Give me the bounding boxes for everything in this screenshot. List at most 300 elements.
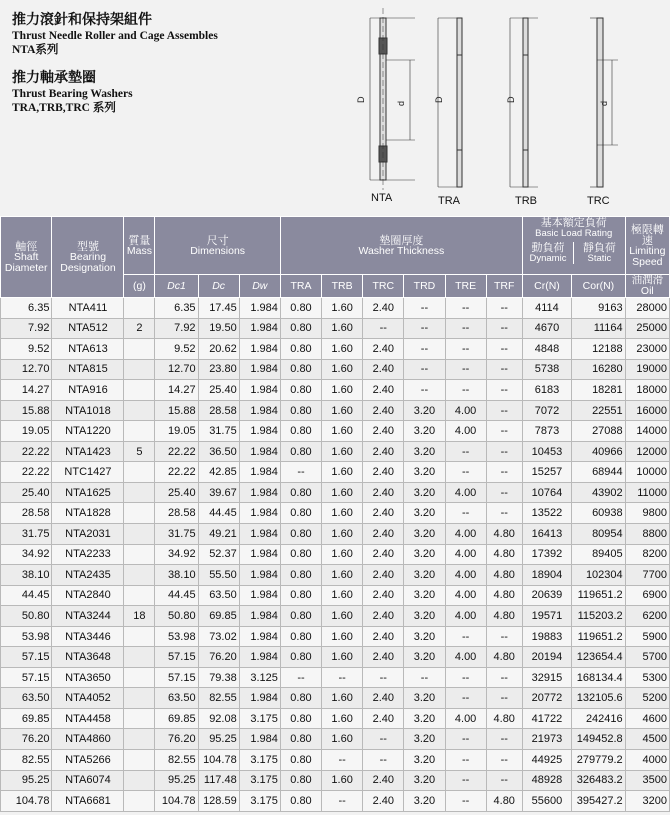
table-cell: -- <box>404 339 445 360</box>
table-cell: -- <box>280 462 321 483</box>
table-cell: -- <box>445 667 486 688</box>
table-cell: 1.984 <box>239 380 280 401</box>
col-dc1: Dc1 <box>155 275 198 298</box>
dim-d-nta: d <box>396 100 406 106</box>
table-cell: 28.58 <box>1 503 52 524</box>
table-cell: 19.50 <box>198 318 239 339</box>
table-cell: 44.45 <box>1 585 52 606</box>
table-cell: 9800 <box>625 503 669 524</box>
table-cell: 4.00 <box>445 585 486 606</box>
table-cell: 5738 <box>522 359 571 380</box>
col-speed-oil: 油潤滑Oil <box>625 275 669 298</box>
table-row <box>1 359 670 380</box>
table-cell: -- <box>445 298 486 319</box>
table-row <box>1 524 670 545</box>
table-cell: 12.70 <box>1 359 52 380</box>
dim-d-trc: d <box>599 100 609 106</box>
table-cell: 76.20 <box>1 729 52 750</box>
table-cell: -- <box>363 750 404 771</box>
dim-D-nta: D <box>356 96 366 103</box>
table-cell: -- <box>404 667 445 688</box>
table-cell: 17392 <box>522 544 571 565</box>
table-cell: -- <box>486 503 522 524</box>
table-cell <box>124 791 155 812</box>
col-cr: Cr(N) <box>522 275 571 298</box>
table-cell: 60938 <box>572 503 626 524</box>
title-nta-zh: 推力滾針和保持架組件 <box>12 12 152 28</box>
table-cell: -- <box>322 750 363 771</box>
table-cell: NTA815 <box>52 359 124 380</box>
table-cell: 1.60 <box>322 400 363 421</box>
table-cell: 117.48 <box>198 770 239 791</box>
table-cell: 1.984 <box>239 688 280 709</box>
table-cell: 4.00 <box>445 565 486 586</box>
table-cell: -- <box>363 729 404 750</box>
table-cell: 19.05 <box>155 421 198 442</box>
table-cell: -- <box>404 318 445 339</box>
table-cell: 3.20 <box>404 626 445 647</box>
table-cell: 44.45 <box>155 585 198 606</box>
table-cell <box>124 339 155 360</box>
table-cell: 95.25 <box>1 770 52 791</box>
table-cell: -- <box>445 750 486 771</box>
table-cell: 4.80 <box>486 791 522 812</box>
table-cell: 4.80 <box>486 708 522 729</box>
table-cell: NTA613 <box>52 339 124 360</box>
table-cell: 92.08 <box>198 708 239 729</box>
table-cell: 22.22 <box>1 462 52 483</box>
table-cell: 279779.2 <box>572 750 626 771</box>
table-cell: 0.80 <box>280 708 321 729</box>
table-row <box>1 791 670 812</box>
table-cell: 11164 <box>572 318 626 339</box>
table-cell: 53.98 <box>1 626 52 647</box>
table-cell: 0.80 <box>280 606 321 627</box>
table-cell: 53.98 <box>155 626 198 647</box>
table-cell: 3.20 <box>404 647 445 668</box>
table-row <box>1 339 670 360</box>
table-cell: 3.20 <box>404 791 445 812</box>
table-cell: NTA1423 <box>52 441 124 462</box>
table-cell: -- <box>445 626 486 647</box>
table-cell: NTA6681 <box>52 791 124 812</box>
table-cell: 31.75 <box>198 421 239 442</box>
label-nta: NTA <box>371 192 393 204</box>
table-cell: 28.58 <box>155 503 198 524</box>
table-cell: 6900 <box>625 585 669 606</box>
table-cell: 1.60 <box>322 318 363 339</box>
table-cell: -- <box>445 359 486 380</box>
table-cell: 3.20 <box>404 544 445 565</box>
table-cell: 2.40 <box>363 380 404 401</box>
table-row <box>1 647 670 668</box>
table-cell: 1.984 <box>239 318 280 339</box>
col-trd: TRD <box>404 275 445 298</box>
table-cell <box>124 565 155 586</box>
table-cell: 9.52 <box>1 339 52 360</box>
table-cell: 10453 <box>522 441 571 462</box>
table-cell: NTA5266 <box>52 750 124 771</box>
table-cell: 69.85 <box>198 606 239 627</box>
table-cell <box>124 770 155 791</box>
table-cell: 2.40 <box>363 606 404 627</box>
table-cell: 13522 <box>522 503 571 524</box>
table-cell: 57.15 <box>155 647 198 668</box>
table-cell: 82.55 <box>155 750 198 771</box>
table-cell: 19883 <box>522 626 571 647</box>
table-cell: 3.20 <box>404 770 445 791</box>
table-row <box>1 400 670 421</box>
table-cell: 12000 <box>625 441 669 462</box>
table-cell: 1.60 <box>322 482 363 503</box>
table-cell: 2.40 <box>363 339 404 360</box>
table-cell <box>124 400 155 421</box>
table-cell: 2.40 <box>363 688 404 709</box>
table-cell: 69.85 <box>155 708 198 729</box>
table-cell: -- <box>486 729 522 750</box>
table-cell <box>124 688 155 709</box>
table-cell: 1.984 <box>239 482 280 503</box>
table-cell: -- <box>486 482 522 503</box>
table-cell: NTA411 <box>52 298 124 319</box>
table-cell: 4.80 <box>486 544 522 565</box>
table-cell: NTC1427 <box>52 462 124 483</box>
table-cell: 0.80 <box>280 626 321 647</box>
col-dimensions: 尺寸 Dimensions <box>155 217 281 275</box>
table-cell: 1.60 <box>322 606 363 627</box>
table-cell: NTA2840 <box>52 585 124 606</box>
table-cell: 3.20 <box>404 708 445 729</box>
table-cell: NTA1220 <box>52 421 124 442</box>
col-shaft-diameter: 軸徑 Shaft Diameter <box>1 217 52 298</box>
table-cell: 34.92 <box>155 544 198 565</box>
table-row <box>1 298 670 319</box>
table-cell: 4.00 <box>445 400 486 421</box>
table-cell: 73.02 <box>198 626 239 647</box>
table-cell: 69.85 <box>1 708 52 729</box>
table-cell: 119651.2 <box>572 626 626 647</box>
table-cell <box>124 626 155 647</box>
table-cell: 3.125 <box>239 667 280 688</box>
table-cell: 326483.2 <box>572 770 626 791</box>
table-cell: 1.984 <box>239 298 280 319</box>
table-cell: 22.22 <box>155 441 198 462</box>
table-cell: 68944 <box>572 462 626 483</box>
table-cell: NTA4860 <box>52 729 124 750</box>
table-cell: 1.984 <box>239 400 280 421</box>
table-cell: 0.80 <box>280 441 321 462</box>
table-cell: 3.20 <box>404 441 445 462</box>
table-cell: -- <box>486 421 522 442</box>
table-cell: 4670 <box>522 318 571 339</box>
table-cell: 23000 <box>625 339 669 360</box>
table-cell: 82.55 <box>1 750 52 771</box>
table-cell: 76.20 <box>198 647 239 668</box>
table-cell: 102304 <box>572 565 626 586</box>
table-cell: 0.80 <box>280 503 321 524</box>
table-cell: NTA4052 <box>52 688 124 709</box>
table-cell: -- <box>486 667 522 688</box>
table-cell <box>124 421 155 442</box>
table-cell: 22551 <box>572 400 626 421</box>
table-cell: 1.984 <box>239 503 280 524</box>
table-cell: 3.175 <box>239 708 280 729</box>
table-cell: 4848 <box>522 339 571 360</box>
table-cell: 168134.4 <box>572 667 626 688</box>
table-cell: -- <box>404 380 445 401</box>
table-cell: 104.78 <box>1 791 52 812</box>
table-cell: 15.88 <box>1 400 52 421</box>
table-cell: 48928 <box>522 770 571 791</box>
table-cell: 0.80 <box>280 585 321 606</box>
table-cell: 132105.6 <box>572 688 626 709</box>
table-cell: -- <box>445 441 486 462</box>
nta-drawing <box>370 8 415 190</box>
dynamic-zh: 動負荷 <box>531 242 565 254</box>
table-cell: 1.60 <box>322 729 363 750</box>
table-cell: 0.80 <box>280 544 321 565</box>
table-cell: 0.80 <box>280 380 321 401</box>
table-row <box>1 544 670 565</box>
table-cell: -- <box>363 318 404 339</box>
table-row <box>1 318 670 339</box>
label-trb: TRB <box>515 195 537 207</box>
table-cell: 4600 <box>625 708 669 729</box>
table-cell: 28000 <box>625 298 669 319</box>
title-nta-series: NTA系列 <box>12 44 59 56</box>
label-trc: TRC <box>587 195 610 207</box>
table-cell: 4.80 <box>486 585 522 606</box>
table-cell <box>124 544 155 565</box>
table-cell: 20639 <box>522 585 571 606</box>
table-cell: -- <box>445 688 486 709</box>
table-cell: 57.15 <box>1 667 52 688</box>
table-cell: 104.78 <box>198 750 239 771</box>
table-cell: 3.20 <box>404 750 445 771</box>
table-cell: 12188 <box>572 339 626 360</box>
table-cell: 1.60 <box>322 421 363 442</box>
table-cell: NTA2233 <box>52 544 124 565</box>
table-cell: 104.78 <box>155 791 198 812</box>
dim-D-trb: D <box>506 96 516 103</box>
table-cell: 49.21 <box>198 524 239 545</box>
table-cell: 2.40 <box>363 770 404 791</box>
table-cell: 2.40 <box>363 400 404 421</box>
table-cell: 2 <box>124 318 155 339</box>
title-washers-series: TRA,TRB,TRC 系列 <box>12 102 116 114</box>
table-cell: 0.80 <box>280 791 321 812</box>
table-cell: 38.10 <box>155 565 198 586</box>
table-cell: -- <box>404 298 445 319</box>
table-cell: NTA3648 <box>52 647 124 668</box>
col-tra: TRA <box>280 275 321 298</box>
table-cell: 2.40 <box>363 585 404 606</box>
label-tra: TRA <box>438 195 460 207</box>
table-cell: 1.60 <box>322 585 363 606</box>
table-cell: 4.00 <box>445 708 486 729</box>
table-cell: 55600 <box>522 791 571 812</box>
table-cell: 3.20 <box>404 565 445 586</box>
table-cell: NTA512 <box>52 318 124 339</box>
table-cell: 14.27 <box>155 380 198 401</box>
table-cell: NTA6074 <box>52 770 124 791</box>
table-cell: NTA2031 <box>52 524 124 545</box>
table-cell: 79.38 <box>198 667 239 688</box>
col-dw: Dw <box>239 275 280 298</box>
table-cell: 1.60 <box>322 647 363 668</box>
static-en: Static <box>587 253 612 264</box>
dynamic-en: Dynamic <box>529 253 567 264</box>
table-cell: 4.80 <box>486 606 522 627</box>
table-cell: 1.984 <box>239 462 280 483</box>
table-cell <box>124 585 155 606</box>
table-cell: 16413 <box>522 524 571 545</box>
table-cell: 55.50 <box>198 565 239 586</box>
table-cell: 1.984 <box>239 339 280 360</box>
table-cell: 9163 <box>572 298 626 319</box>
table-cell: 15257 <box>522 462 571 483</box>
table-cell: 5900 <box>625 626 669 647</box>
table-cell: 4.00 <box>445 606 486 627</box>
table-cell: 27088 <box>572 421 626 442</box>
table-cell: 43902 <box>572 482 626 503</box>
table-cell: 3.20 <box>404 503 445 524</box>
table-cell: 3.20 <box>404 400 445 421</box>
table-cell: 22.22 <box>1 441 52 462</box>
table-cell: 5300 <box>625 667 669 688</box>
table-cell: 8200 <box>625 544 669 565</box>
table-cell: -- <box>322 667 363 688</box>
table-cell: 32915 <box>522 667 571 688</box>
table-cell: 25.40 <box>198 380 239 401</box>
title-washers-zh: 推力軸承墊圈 <box>12 70 96 86</box>
table-cell: 4.80 <box>486 565 522 586</box>
table-cell: 2.40 <box>363 482 404 503</box>
table-cell <box>124 298 155 319</box>
table-cell <box>124 750 155 771</box>
table-cell: 25.40 <box>1 482 52 503</box>
table-cell: 0.80 <box>280 729 321 750</box>
table-cell: NTA1625 <box>52 482 124 503</box>
table-cell: 0.80 <box>280 647 321 668</box>
table-cell: NTA916 <box>52 380 124 401</box>
table-cell: 3.20 <box>404 585 445 606</box>
table-cell: -- <box>486 318 522 339</box>
table-row <box>1 708 670 729</box>
table-cell: 123654.4 <box>572 647 626 668</box>
table-cell: NTA4458 <box>52 708 124 729</box>
table-cell: 7072 <box>522 400 571 421</box>
table-cell: 6200 <box>625 606 669 627</box>
table-cell: 15.88 <box>155 400 198 421</box>
table-cell: -- <box>404 359 445 380</box>
table-cell: -- <box>445 318 486 339</box>
table-cell: -- <box>486 688 522 709</box>
dim-D-tra: D <box>434 96 444 103</box>
table-cell: 40966 <box>572 441 626 462</box>
bearing-spec-table <box>0 216 670 812</box>
col-bearing-designation: 型號 Bearing Designation <box>52 217 124 298</box>
table-cell: NTA2435 <box>52 565 124 586</box>
table-cell: 6.35 <box>155 298 198 319</box>
table-cell <box>124 462 155 483</box>
table-cell: 1.984 <box>239 441 280 462</box>
table-cell: 3500 <box>625 770 669 791</box>
col-washer-thickness: 墊圈厚度 Washer Thickness <box>280 217 522 275</box>
table-cell: -- <box>363 667 404 688</box>
table-cell: 115203.2 <box>572 606 626 627</box>
table-cell: 95.25 <box>155 770 198 791</box>
table-cell: 25000 <box>625 318 669 339</box>
table-cell <box>124 667 155 688</box>
table-cell: 17.45 <box>198 298 239 319</box>
table-cell: 3200 <box>625 791 669 812</box>
table-cell: 1.60 <box>322 462 363 483</box>
table-cell: -- <box>486 441 522 462</box>
static-zh: 靜負荷 <box>582 242 616 254</box>
col-cor: Cor(N) <box>572 275 626 298</box>
table-cell: 4.00 <box>445 524 486 545</box>
table-cell: 4114 <box>522 298 571 319</box>
table-cell: 2.40 <box>363 647 404 668</box>
table-cell: 1.984 <box>239 626 280 647</box>
table-cell: 2.40 <box>363 359 404 380</box>
table-cell: -- <box>486 359 522 380</box>
table-row <box>1 441 670 462</box>
table-cell: 3.20 <box>404 462 445 483</box>
table-cell: -- <box>445 729 486 750</box>
table-row <box>1 482 670 503</box>
table-cell: 0.80 <box>280 359 321 380</box>
mass-unit: (g) <box>124 275 155 298</box>
table-cell: 1.984 <box>239 421 280 442</box>
table-cell: 31.75 <box>1 524 52 545</box>
table-cell: 10764 <box>522 482 571 503</box>
table-cell <box>124 729 155 750</box>
table-cell: -- <box>445 503 486 524</box>
table-cell: 1.60 <box>322 626 363 647</box>
table-cell: 1.60 <box>322 565 363 586</box>
table-cell: 0.80 <box>280 770 321 791</box>
table-cell: 18000 <box>625 380 669 401</box>
table-cell: 63.50 <box>155 688 198 709</box>
table-cell: 63.50 <box>198 585 239 606</box>
table-cell: 7873 <box>522 421 571 442</box>
table-cell: 2.40 <box>363 708 404 729</box>
col-trb: TRB <box>322 275 363 298</box>
table-cell: 2.40 <box>363 421 404 442</box>
table-cell: 3.175 <box>239 791 280 812</box>
table-row <box>1 770 670 791</box>
table-cell: -- <box>445 380 486 401</box>
table-cell: 0.80 <box>280 318 321 339</box>
col-mass: 質量 Mass <box>124 217 155 275</box>
table-cell: 7.92 <box>1 318 52 339</box>
table-cell: -- <box>486 400 522 421</box>
table-cell: 19.05 <box>1 421 52 442</box>
table-cell: 2.40 <box>363 626 404 647</box>
table-cell: 3.20 <box>404 688 445 709</box>
col-trc: TRC <box>363 275 404 298</box>
table-cell: 9.52 <box>155 339 198 360</box>
table-cell: 28.58 <box>198 400 239 421</box>
col-limiting-speed: 極限轉速 Limiting Speed <box>625 217 669 275</box>
table-cell: -- <box>486 770 522 791</box>
table-cell <box>124 482 155 503</box>
table-cell: 0.80 <box>280 421 321 442</box>
table-cell: 44925 <box>522 750 571 771</box>
table-cell <box>124 380 155 401</box>
